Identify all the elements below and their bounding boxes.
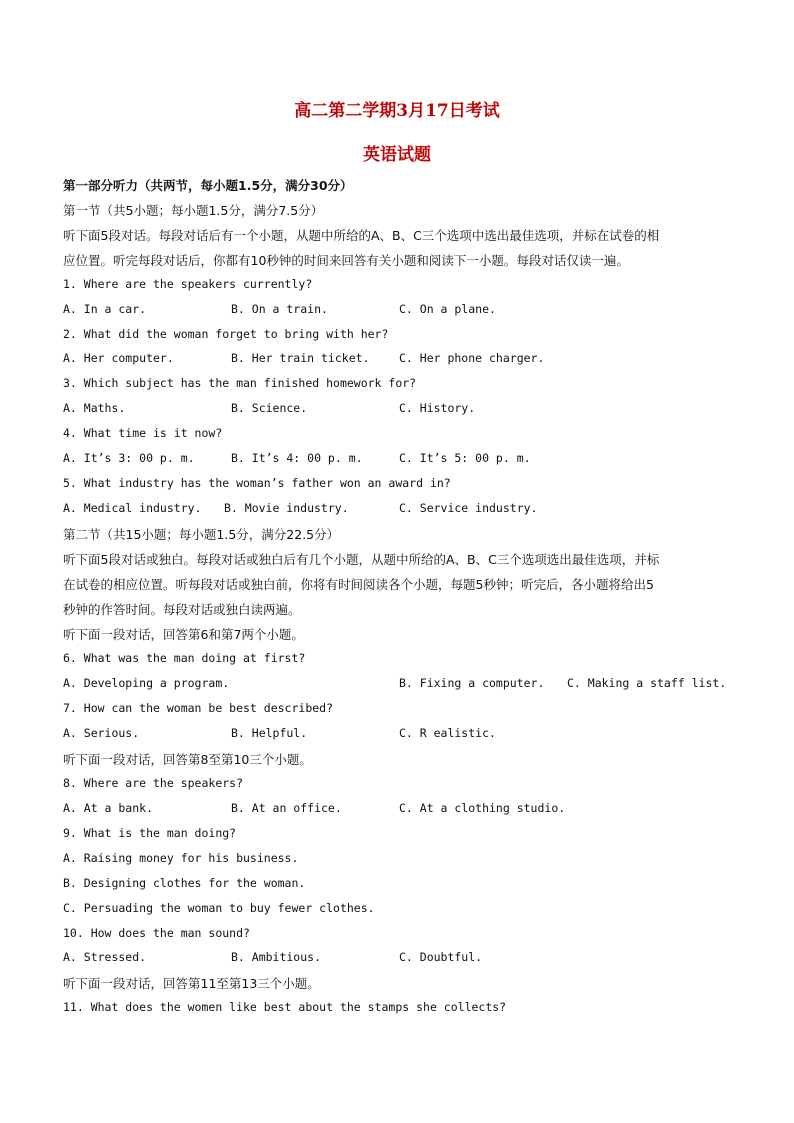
- q1-option-b: B. On a train.: [231, 302, 328, 316]
- q4-option-c: C. It’s 5: 00 p. m.: [399, 451, 531, 465]
- section-one-instruction-line2: 应位置。听完每段对话后，你都有10秒钟的时间来回答有关小题和阅读下一小题。每段对话仅读一遍。: [63, 253, 629, 268]
- section-two-instruction-line1: 听下面5段对话或独白。每段对话或独白后有几个小题，从题中所给的A、B、C三个选项选出最佳选项，并标: [63, 552, 660, 567]
- group-instruction-11-13: 听下面一段对话，回答第11至第13三个小题。: [63, 976, 320, 991]
- section-one-instruction-line1: 听下面5段对话。每段对话后有一个小题，从题中所给的A、B、C三个选项中选出最佳选项，并标在试卷的相: [63, 228, 660, 243]
- section-two-instruction-line2: 在试卷的相应位置。听每段对话或独白前，你将有时间阅读各个小题，每题5秒钟；听完后，各小题将给出5: [63, 577, 654, 592]
- section-two-instruction-line3: 秒钟的作答时间。每段对话或独白读两遍。: [63, 602, 301, 617]
- q9-option-c: C. Persuading the woman to buy fewer clothes.: [63, 901, 375, 915]
- q7-option-b: B. Helpful.: [231, 726, 308, 740]
- question-10: 10. How does the man sound?: [63, 926, 250, 940]
- q2-option-b: B. Her train ticket.: [231, 351, 370, 365]
- q5-option-a: A. Medical industry.: [63, 501, 202, 515]
- q10-option-b: B. Ambitious.: [231, 950, 322, 964]
- q10-option-c: C. Doubtful.: [399, 950, 483, 964]
- q9-option-b: B. Designing clothes for the woman.: [63, 876, 306, 890]
- question-3: 3. Which subject has the man finished homework for?: [63, 376, 417, 390]
- q5-option-b: B. Movie industry.: [224, 501, 349, 515]
- question-2: 2. What did the woman forget to bring with her?: [63, 327, 389, 341]
- question-6: 6. What was the man doing at first?: [63, 651, 306, 665]
- section-two-heading: 第二节（共15小题；每小题1.5分，满分22.5分）: [63, 527, 340, 542]
- q7-option-c: C. R ealistic.: [399, 726, 496, 740]
- q3-option-c: C. History.: [399, 401, 476, 415]
- group-instruction-6-7: 听下面一段对话，回答第6和第7两个小题。: [63, 627, 304, 642]
- q8-option-b: B. At an office.: [231, 801, 342, 815]
- q4-option-b: B. It’s 4: 00 p. m.: [231, 451, 363, 465]
- q6-option-c: C. Making a staff list.: [567, 676, 727, 690]
- q2-option-a: A. Her computer.: [63, 351, 174, 365]
- q4-option-a: A. It’s 3: 00 p. m.: [63, 451, 195, 465]
- question-7: 7. How can the woman be best described?: [63, 701, 334, 715]
- q8-option-a: A. At a bank.: [63, 801, 154, 815]
- question-11: 11. What does the women like best about the stamps she collects?: [63, 1000, 507, 1014]
- q3-option-a: A. Maths.: [63, 401, 126, 415]
- q2-option-c: C. Her phone charger.: [399, 351, 545, 365]
- group-instruction-8-10: 听下面一段对话，回答第8至第10三个小题。: [63, 752, 312, 767]
- exam-title: 高二第二学期3月17日考试: [294, 101, 500, 121]
- q6-option-a: A. Developing a program.: [63, 676, 230, 690]
- q6-option-b: B. Fixing a computer.: [399, 676, 545, 690]
- q3-option-b: B. Science.: [231, 401, 308, 415]
- q9-option-a: A. Raising money for his business.: [63, 851, 299, 865]
- q1-option-a: A. In a car.: [63, 302, 147, 316]
- q8-option-c: C. At a clothing studio.: [399, 801, 566, 815]
- question-9: 9. What is the man doing?: [63, 826, 237, 840]
- question-1: 1. Where are the speakers currently?: [63, 277, 313, 291]
- part-one-heading: 第一部分听力（共两节，每小题1.5分，满分30分）: [63, 178, 353, 193]
- q7-option-a: A. Serious.: [63, 726, 140, 740]
- q1-option-c: C. On a plane.: [399, 302, 496, 316]
- question-8: 8. Where are the speakers?: [63, 776, 244, 790]
- subject-title: 英语试题: [363, 145, 431, 165]
- q5-option-c: C. Service industry.: [399, 501, 538, 515]
- question-4: 4. What time is it now?: [63, 426, 223, 440]
- q10-option-a: A. Stressed.: [63, 950, 147, 964]
- section-one-heading: 第一节（共5小题；每小题1.5分，满分7.5分）: [63, 203, 324, 218]
- question-5: 5. What industry has the woman’s father won an award in?: [63, 476, 451, 490]
